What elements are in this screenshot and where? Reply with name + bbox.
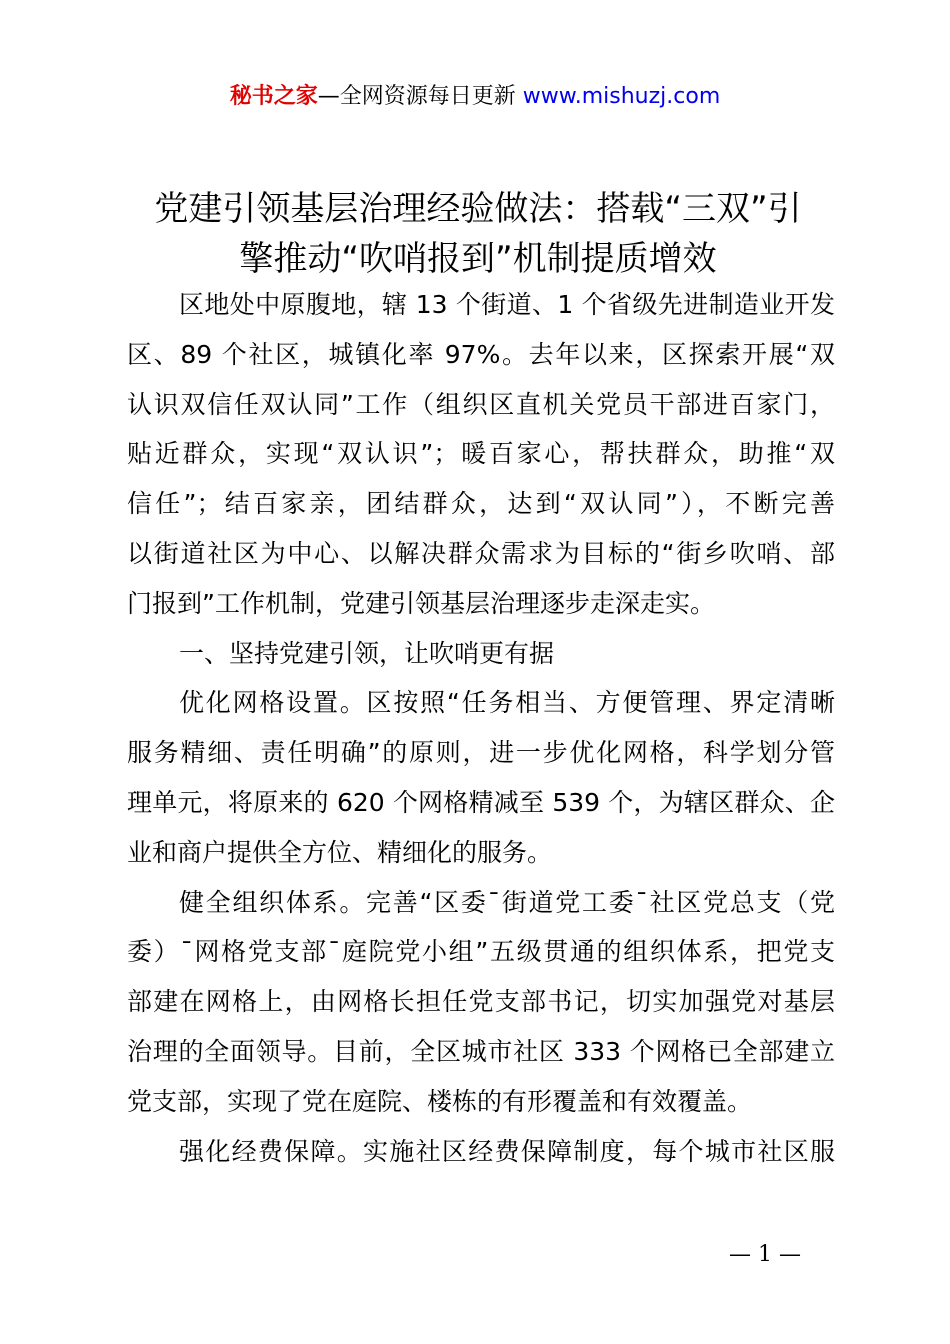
site-header [0,80,950,114]
document-title [120,184,836,284]
page-number: — 1 — [729,1242,801,1267]
body-line: 认识双信任双认同”工作（组织区直机关党员干部进百家门， [127,389,835,419]
body-line: 区地处中原腹地，辖 13 个街道、1 个省级先进制造业开发 [179,290,835,319]
body-line: 理单元，将原来的 620 个网格精减至 539 个，为辖区群众、企 [127,787,835,817]
site-url-link[interactable]: www.mishuzj.com [522,84,721,109]
section-heading: 一、坚持党建引领，让吹哨更有据 [179,638,555,668]
body-line: 强化经费保障。实施社区经费保障制度，每个城市社区服 [179,1136,835,1166]
body-line: 健全组织体系。完善“区委¯街道党工委¯社区党总支（党 [179,887,835,917]
body-line: 贴近群众，实现“双认识”；暖百家心，帮扶群众，助推“双 [127,439,835,469]
body-line: 以街道社区为中心、以解决群众需求为目标的“街乡吹哨、部 [127,538,835,568]
body-line: 服务精细、责任明确”的原则，进一步优化网格，科学划分管 [127,738,835,768]
header-slogan: —全网资源每日更新 [317,84,523,109]
body-line: 业和商户提供全方位、精细化的服务。 [127,837,553,867]
title-line-1: 党建引领基层治理经验做法：搭载“三双”引 [154,189,802,229]
document-body [127,280,835,1176]
body-line: 门报到”工作机制，党建引领基层治理逐步走深走实。 [127,588,715,618]
body-line: 部建在网格上，由网格长担任党支部书记，切实加强党对基层 [127,987,835,1017]
body-line: 党支部，实现了党在庭院、楼栋的有形覆盖和有效覆盖。 [127,1086,753,1116]
body-line: 委）¯网格党支部¯庭院党小组”五级贯通的组织体系，把党支 [127,937,835,967]
body-line: 治理的全面领导。目前，全区城市社区 333 个网格已全部建立 [127,1036,835,1066]
body-line: 信任”；结百家亲，团结群众，达到“双认同”），不断完善 [127,489,835,519]
body-line: 优化网格设置。区按照“任务相当、方便管理、界定清晰 [179,688,835,718]
brand-name: 秘书之家 [229,84,318,109]
body-line: 区、89 个社区，城镇化率 97%。去年以来，区探索开展“双 [127,339,835,369]
title-line-2: 擎推动“吹哨报到”机制提质增效 [239,239,717,279]
